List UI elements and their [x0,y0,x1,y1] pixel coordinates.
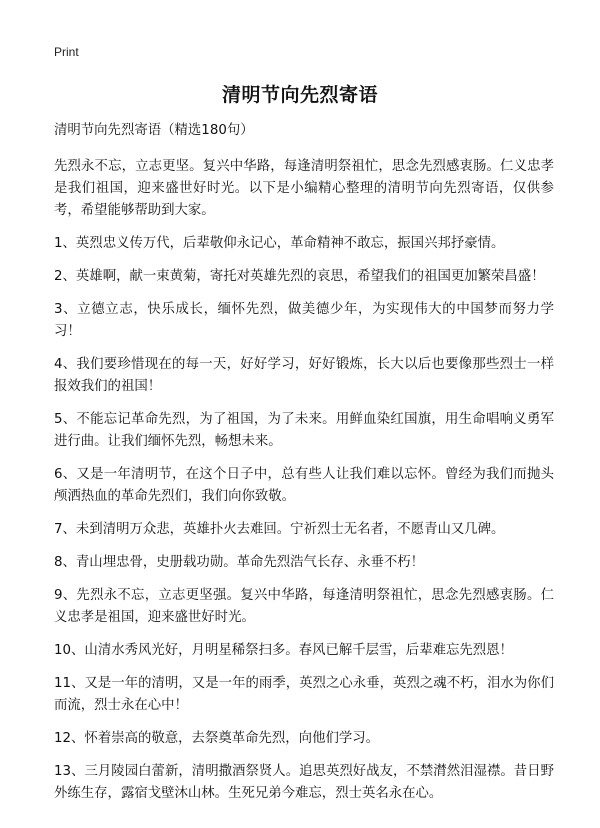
list-item: 4、我们要珍惜现在的每一天，好好学习，好好锻炼，长大以后也要像那些烈士一样报效我们的祖国！ [54,357,554,394]
list-item: 7、未到清明万众悲，英雄扑火去难回。宁祈烈士无名者，不愿青山又几碑。 [54,522,505,537]
list-item: 3、立德立志，快乐成长，缅怀先烈，做美德少年，为实现伟大的中国梦而努力学习！ [54,302,554,339]
list-item: 2、英雄啊，献一束黄菊，寄托对英雄先烈的哀思，希望我们的祖国更加繁荣昌盛！ [54,269,545,284]
list-item: 8、青山埋忠骨，史册载功勋。革命先烈浩气长存、永垂不朽！ [54,555,425,570]
list-item: 11、又是一年的清明，又是一年的雨季，英烈之心永垂，英烈之魂不朽，泪水为你们而流，烈士永在心中！ [54,676,554,713]
list-item: 5、不能忘记革命先烈，为了祖国，为了未来。用鲜血染红国旗，用生命唱响义勇军进行曲。让我们缅怀先烈，畅想未来。 [54,412,554,449]
list-item: 1、英烈忠义传万代，后辈敬仰永记心，革命精神不敢忘，振国兴邦抒豪情。 [54,236,505,251]
page-title: 清明节向先烈寄语 [221,84,378,106]
print-label: Print [54,45,79,59]
list-item: 6、又是一年清明节，在这个日子中，总有些人让我们难以忘怀。曾经为我们而抛头颅洒热血的革命先烈们，我们向你致敬。 [54,467,554,504]
list-item: 13、三月陵园白蕾新，清明撒酒祭贤人。追思英烈好战友，不禁潸然泪湿襟。昔日野外练生存，露宿戈壁沐山林。生死兄弟今难忘，烈士英名永在心。 [54,764,554,801]
list-item: 9、先烈永不忘，立志更坚强。复兴中华路，每逢清明祭祖忙，思念先烈感衷肠。仁义忠孝是祖国，迎来盛世好时光。 [54,588,554,625]
document-body [54,120,554,816]
list-item: 12、怀着崇高的敬意，去祭奠革命先烈，向他们学习。 [54,731,380,746]
document-subtitle: 清明节向先烈寄语（精选180句） [54,123,254,138]
intro-paragraph: 先烈永不忘，立志更坚。复兴中华路，每逢清明祭祖忙，思念先烈感衷肠。仁义忠孝是我们祖国，迎来盛世好时光。以下是小编精心整理的清明节向先烈寄语，仅供参考，希望能够帮助到大家。 [54,159,554,218]
list-item: 10、山清水秀风光好，月明星稀祭扫多。春风已解千层雪，后辈难忘先烈恩！ [54,643,513,658]
